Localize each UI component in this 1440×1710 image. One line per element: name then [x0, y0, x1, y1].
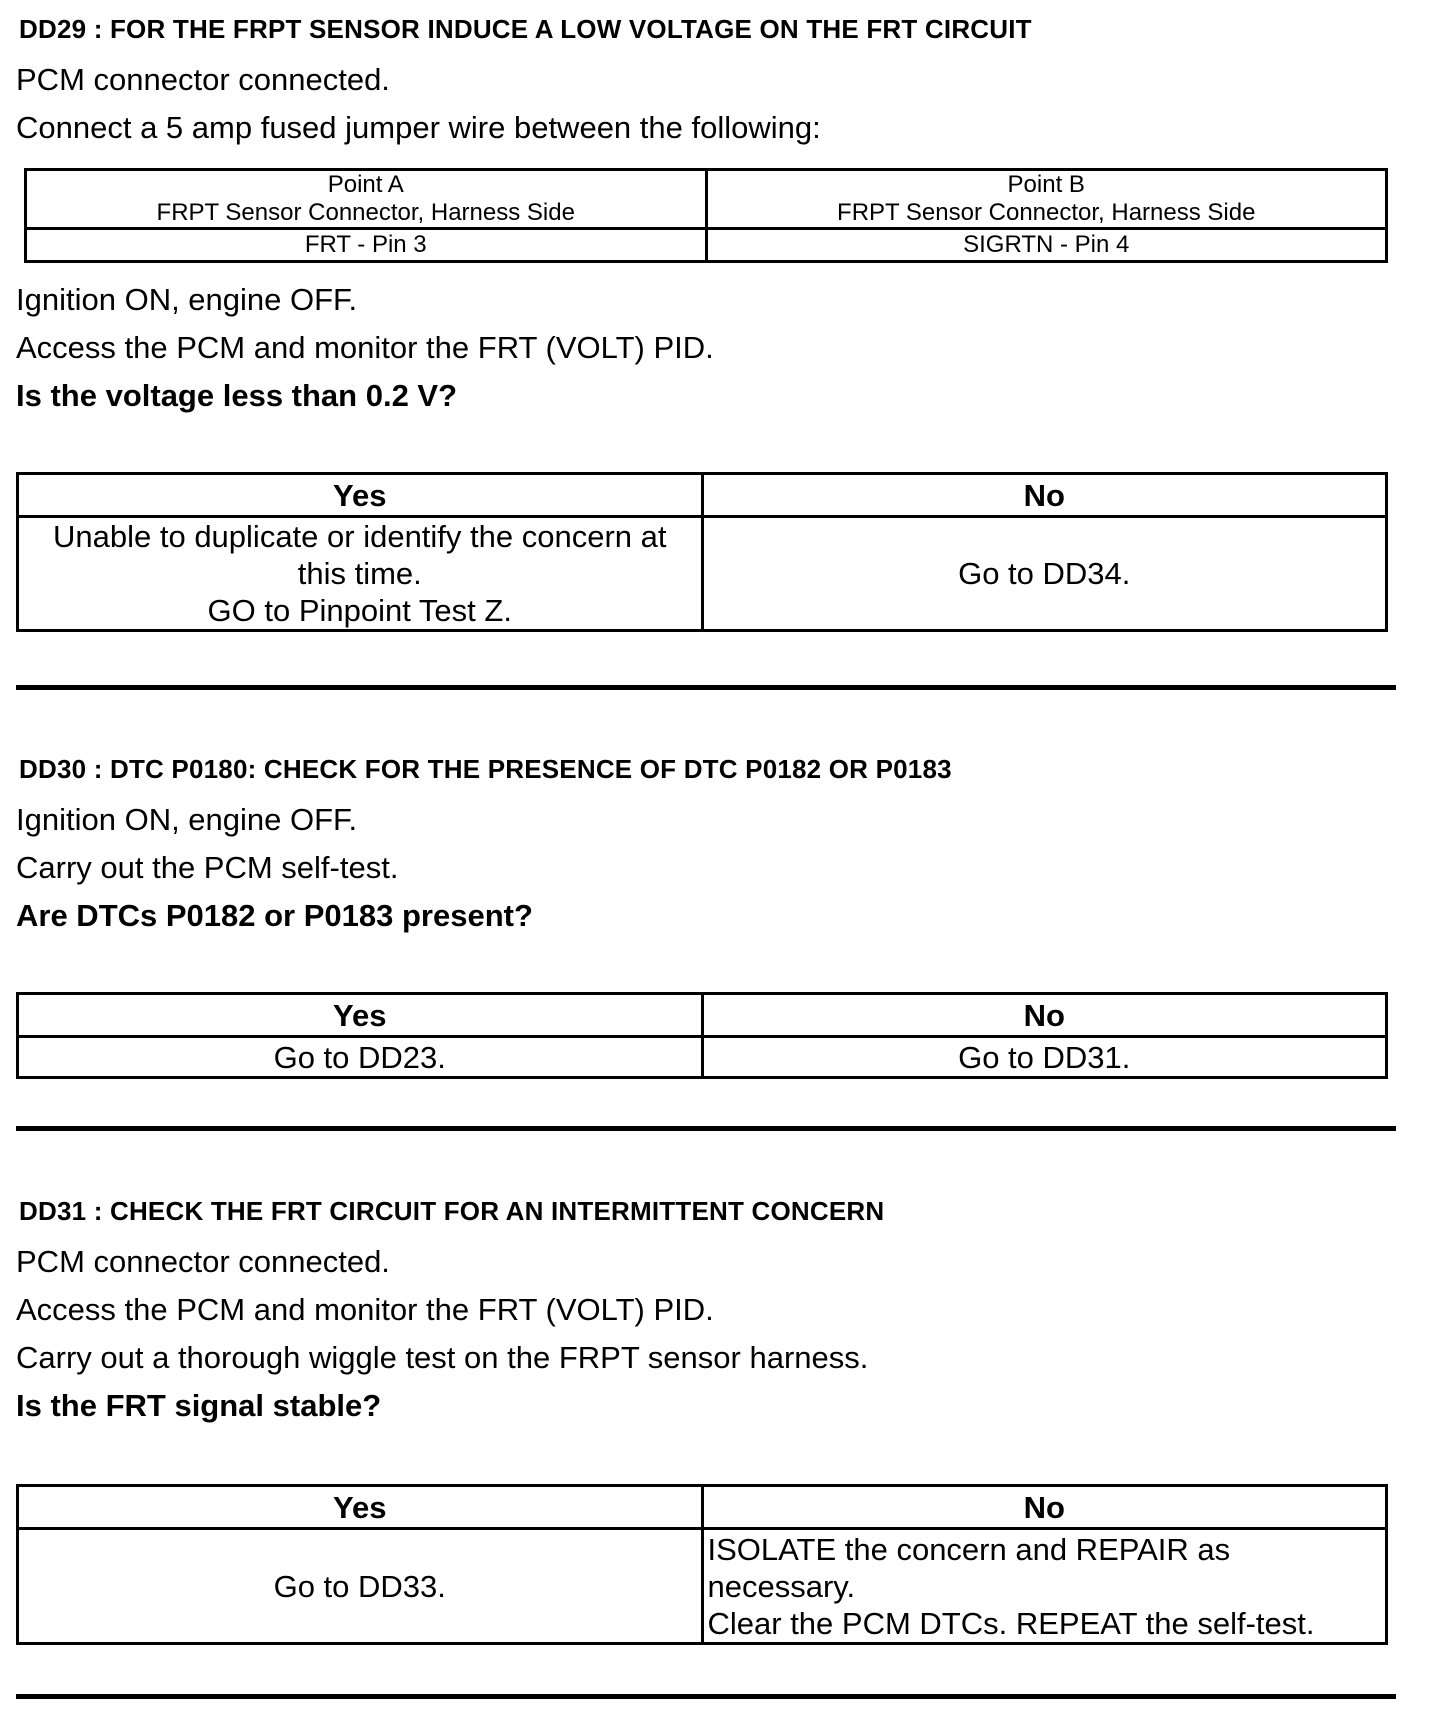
no-header: No — [702, 1486, 1387, 1529]
dd30-step-2: Carry out the PCM self-test. — [16, 850, 399, 885]
yes-line-1: Unable to duplicate or identify the concern at — [53, 519, 667, 554]
section-divider — [16, 685, 1396, 690]
dd31-step-3: Carry out a thorough wiggle test on the FRPT sensor harness. — [16, 1340, 869, 1375]
point-a-header-cell — [26, 170, 707, 229]
point-b-pin: SIGRTN - Pin 4 — [706, 229, 1387, 262]
yes-cell — [18, 517, 703, 631]
dd31-question: Is the FRT signal stable? — [16, 1388, 382, 1423]
dd31-step-1: PCM connector connected. — [16, 1244, 390, 1279]
no-line-1: ISOLATE the concern and REPAIR as — [707, 1531, 1231, 1567]
yes-cell: Go to DD23. — [18, 1037, 703, 1078]
dd30-answer-table — [16, 992, 1388, 1079]
point-b-title: Point B — [1007, 171, 1085, 198]
point-b-subtitle: FRPT Sensor Connector, Harness Side — [837, 199, 1256, 226]
no-line-2: necessary. — [707, 1568, 856, 1604]
yes-header: Yes — [18, 474, 703, 517]
dd31-heading: DD31 : CHECK THE FRT CIRCUIT FOR AN INTERMITTENT CONCERN — [19, 1196, 885, 1226]
dd29-connection-table — [24, 168, 1388, 263]
no-header: No — [702, 994, 1387, 1037]
dd30-question: Are DTCs P0182 or P0183 present? — [16, 898, 533, 933]
point-a-pin: FRT - Pin 3 — [26, 229, 707, 262]
no-cell: Go to DD34. — [702, 517, 1387, 631]
point-a-title: Point A — [327, 171, 404, 198]
dd29-step-1: PCM connector connected. — [16, 62, 390, 97]
dd29-heading: DD29 : FOR THE FRPT SENSOR INDUCE A LOW VOLTAGE ON THE FRT CIRCUIT — [19, 14, 1032, 44]
section-divider — [16, 1694, 1396, 1699]
dd29-step-2: Connect a 5 amp fused jumper wire between the following: — [16, 110, 821, 145]
yes-header: Yes — [18, 994, 703, 1037]
dd31-answer-table — [16, 1484, 1388, 1645]
yes-cell: Go to DD33. — [18, 1529, 703, 1644]
point-a-subtitle: FRPT Sensor Connector, Harness Side — [156, 199, 575, 226]
point-b-header-cell — [706, 170, 1387, 229]
yes-header: Yes — [18, 1486, 703, 1529]
no-line-3: Clear the PCM DTCs. REPEAT the self-test. — [707, 1605, 1315, 1641]
dd30-heading: DD30 : DTC P0180: CHECK FOR THE PRESENCE OF DTC P0182 OR P0183 — [19, 754, 952, 784]
dd29-question: Is the voltage less than 0.2 V? — [16, 378, 458, 413]
yes-line-3: GO to Pinpoint Test Z. — [207, 593, 512, 628]
no-header: No — [702, 474, 1387, 517]
dd31-step-2: Access the PCM and monitor the FRT (VOLT) PID. — [16, 1292, 714, 1327]
no-cell — [702, 1529, 1387, 1644]
no-cell: Go to DD31. — [702, 1037, 1387, 1078]
dd29-step-4: Access the PCM and monitor the FRT (VOLT) PID. — [16, 330, 714, 365]
yes-line-2: this time. — [297, 556, 422, 591]
dd29-answer-table — [16, 472, 1388, 632]
dd29-step-3: Ignition ON, engine OFF. — [16, 282, 358, 317]
dd30-step-1: Ignition ON, engine OFF. — [16, 802, 358, 837]
section-divider — [16, 1126, 1396, 1131]
